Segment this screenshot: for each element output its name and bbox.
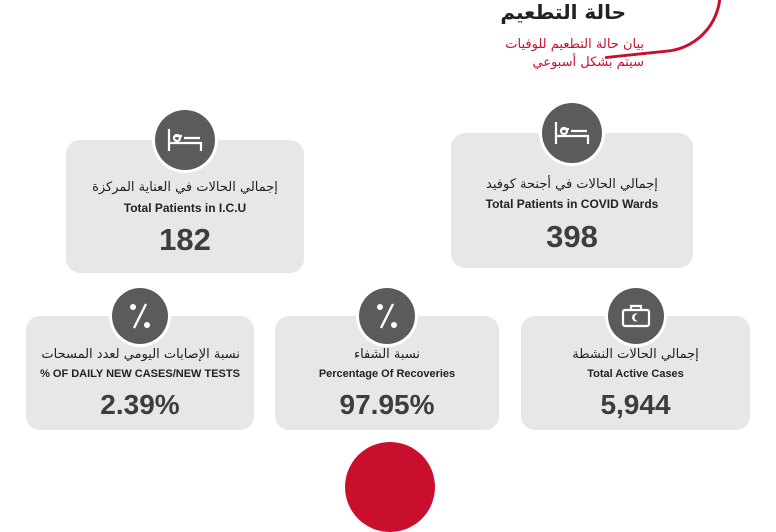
daily-value: 2.39% [100,389,180,420]
percent-icon [112,288,168,344]
subtitle-line-1: بيان حالة التطعيم للوفيات [505,37,644,52]
daily-label-ar: نسبة الإصابات اليومي لعدد المسحات [41,347,240,362]
daily-cases-card [26,316,254,430]
wards-label-ar: إجمالي الحالات في أجنحة كوفيد [486,177,658,192]
subtitle-line-2: سيتم بشكل أسبوعي [532,55,644,70]
recoveries-card [275,316,499,430]
active-cases-card [521,316,750,430]
active-label-en: Total Active Cases [587,368,684,380]
page-title: حالة التطعيم [500,0,626,24]
recoveries-label-ar: نسبة الشفاء [353,347,421,362]
decorative-red-circle [345,442,435,532]
recoveries-value: 97.95% [339,389,435,420]
medical-case-icon [608,288,664,344]
wards-value: 398 [546,219,598,254]
wards-label-en: Total Patients in COVID Wards [485,197,659,211]
percent-icon [359,288,415,344]
hospital-bed-icon [542,103,602,163]
active-label-ar: إجمالي الحالات النشطة [572,347,699,362]
icu-label-ar: إجمالي الحالات في العناية المركزة [92,180,278,195]
wards-card [451,133,693,268]
icu-value: 182 [159,222,211,257]
icu-label-en: Total Patients in I.C.U [123,201,247,215]
active-value: 5,944 [600,389,671,420]
icu-card [66,140,304,273]
daily-label-en: % OF DAILY NEW CASES/NEW TESTS [40,368,240,380]
subtitle [414,36,644,72]
hospital-bed-icon [155,110,215,170]
recoveries-label-en: Percentage Of Recoveries [318,368,456,380]
